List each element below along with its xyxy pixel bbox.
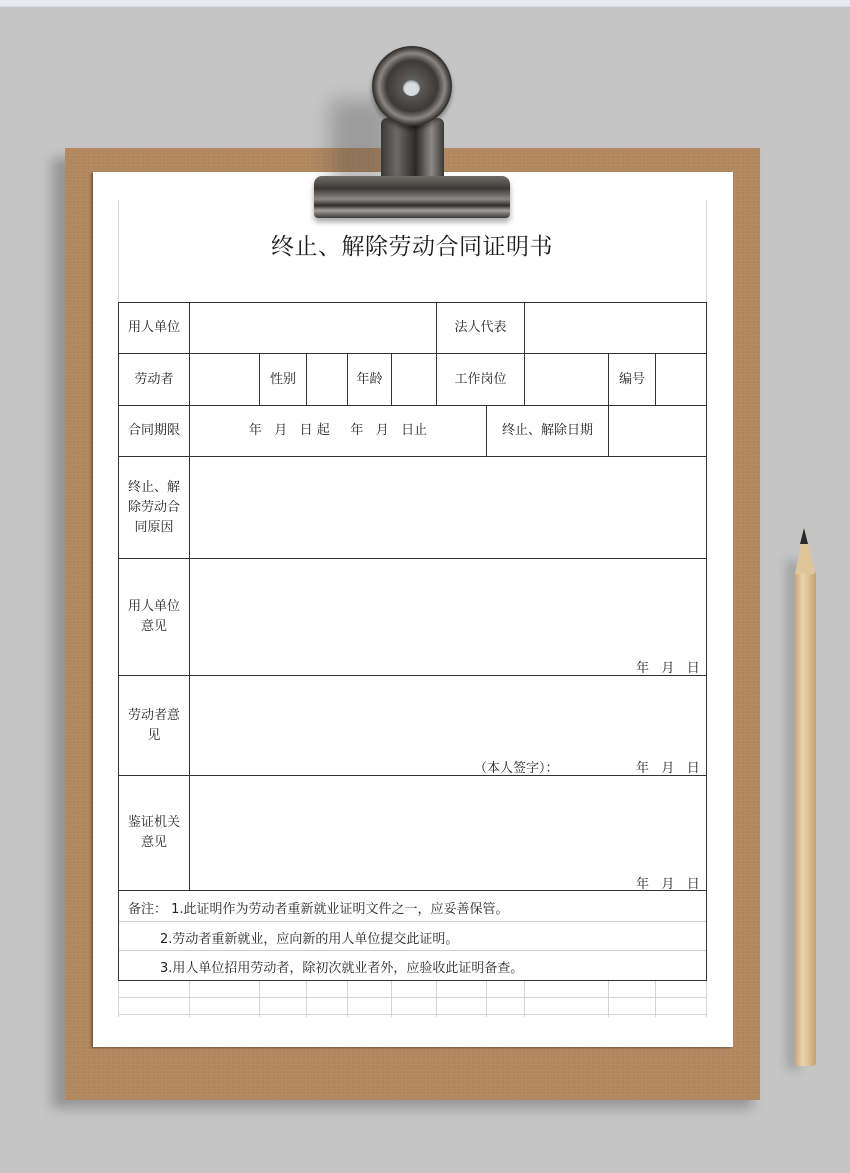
worker-field[interactable] <box>190 354 259 405</box>
grid-line <box>655 981 656 1017</box>
worker-opinion-field[interactable] <box>190 676 706 775</box>
clip-hole <box>403 80 420 96</box>
employer-opinion-field[interactable] <box>190 559 706 675</box>
age-field[interactable] <box>392 354 436 405</box>
grid-line <box>486 981 487 1017</box>
employer-label: 用人单位 <box>127 320 180 335</box>
note-line-3: 3.用人单位招用劳动者，除初次就业者外，应验收此证明备查。 <box>160 961 524 976</box>
grid-line <box>259 981 260 1017</box>
label-line: 鉴证机关 <box>127 815 180 830</box>
grid-line <box>706 981 707 1017</box>
label-line: 见 <box>147 727 161 743</box>
position-field[interactable] <box>525 354 608 405</box>
number-field[interactable] <box>656 354 706 405</box>
number-label: 编号 <box>618 371 645 387</box>
grid-line <box>306 981 307 1017</box>
termination-reason-field[interactable] <box>190 457 706 558</box>
grid-line <box>118 997 707 998</box>
contract-term-label: 合同期限 <box>127 423 180 438</box>
grid-line <box>436 981 437 1017</box>
contract-term-field[interactable]: 年 月 日 起 年 月 日止 <box>248 423 428 438</box>
label-line: 意见 <box>140 835 167 850</box>
termination-reason-label <box>119 457 189 558</box>
clip-jaw <box>314 176 510 218</box>
label-line: 除劳动合 <box>127 499 180 515</box>
grid-line <box>706 200 707 302</box>
authority-opinion-date: 年 月 日 <box>636 877 700 892</box>
note-line-2: 2.劳动者重新就业，应向新的用人单位提交此证明。 <box>160 932 459 947</box>
label-line: 终止、解 <box>127 479 180 495</box>
label-line: 用人单位 <box>127 599 180 614</box>
table-line <box>118 890 707 891</box>
document-title: 终止、解除劳动合同证明书 <box>271 234 553 260</box>
authority-opinion-label <box>119 776 189 890</box>
grid-line <box>347 981 348 1017</box>
grid-line <box>391 981 392 1017</box>
gender-field[interactable] <box>307 354 347 405</box>
label-line: 劳动者意 <box>127 707 180 723</box>
grid-line <box>524 981 525 1017</box>
age-label: 年龄 <box>356 371 383 387</box>
worker-signature-label: （本人签字）： <box>474 761 559 776</box>
note-line-1: 备注： 1.此证明作为劳动者重新就业证明文件之一，应妥善保管。 <box>128 902 509 917</box>
pencil-body <box>795 572 816 1066</box>
gender-label: 性别 <box>269 371 296 387</box>
grid-line <box>118 981 119 1017</box>
worker-label: 劳动者 <box>134 371 174 387</box>
top-strip <box>0 0 850 7</box>
end-date-label: 终止、解除日期 <box>501 423 593 438</box>
worker-opinion-label <box>119 676 189 775</box>
employer-opinion-date: 年 月 日 <box>636 661 700 676</box>
employer-opinion-label <box>119 559 189 675</box>
pencil-lead <box>800 528 808 544</box>
table-line <box>706 302 707 981</box>
notes-divider <box>118 950 707 951</box>
worker-opinion-date: 年 月 日 <box>636 761 700 776</box>
end-date-field[interactable] <box>609 406 706 456</box>
grid-line <box>608 981 609 1017</box>
grid-line <box>189 981 190 1017</box>
label-line: 意见 <box>140 619 167 634</box>
clip-neck <box>381 118 444 184</box>
table-line <box>118 980 707 981</box>
label-line: 同原因 <box>134 519 174 535</box>
authority-opinion-field[interactable] <box>190 776 706 890</box>
employer-field[interactable] <box>190 303 436 353</box>
legal-rep-label: 法人代表 <box>454 320 507 335</box>
position-label: 工作岗位 <box>454 371 507 387</box>
grid-line <box>118 1014 707 1015</box>
legal-rep-field[interactable] <box>525 303 706 353</box>
notes-divider <box>118 921 707 922</box>
